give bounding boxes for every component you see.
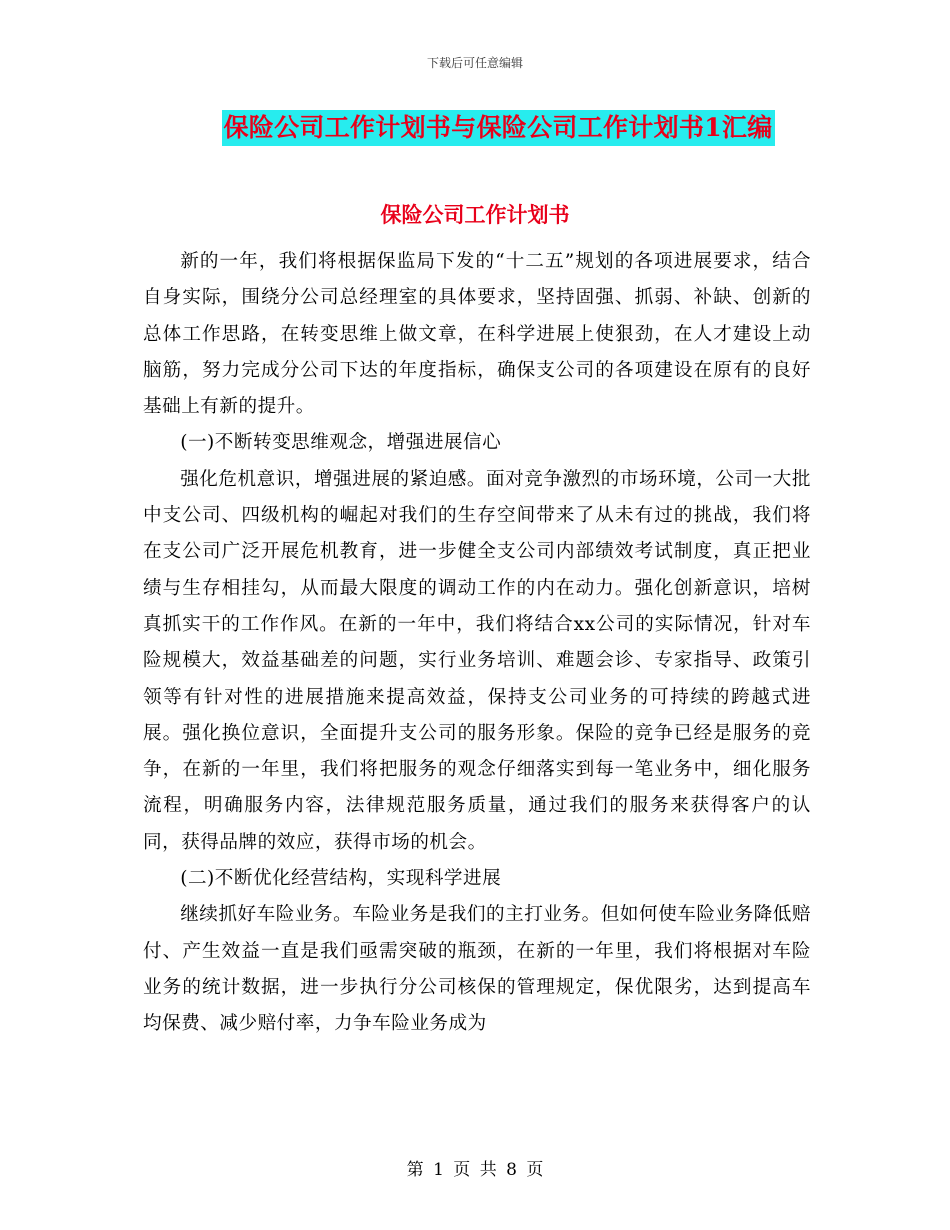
body-paragraph: 继续抓好车险业务。车险业务是我们的主打业务。但如何使车险业务降低赔付、产生效益一直是我们亟需突破的瓶颈，在新的一年里，我们将根据对车险业务的统计数据，进一步执行分公司核保的管理规定，保优限劣，达到提高车均保费、减少赔付率，力争车险业务成为 [143,904,811,1035]
section-title: 保险公司工作计划书 [380,202,570,227]
page-number: 第 1 页 共 8 页 [406,1160,544,1180]
body-paragraph: 强化危机意识，增强进展的紧迫感。面对竞争激烈的市场环境，公司一大批中支公司、四级机构的崛起对我们的生存空间带来了从未有过的挑战，我们将在支公司广泛开展危机教育，进一步健全支公司内部绩效考试制度，真正把业绩与生存相挂勾，从而最大限度的调动工作的内在动力。强化创新意识，培树真抓实干的工作作风。在新的一年中，我们将结合xx公司的实际情况，针对车险规模大，效益基础差的问题，实行业务培训、难题会诊、专家指导、政策引领等有针对性的进展措施来提高效益，保持支公司业务的可持续的跨越式进展。强化换位意识，全面提升支公司的服务形象。保险的竞争已经是服务的竞争，在新的一年里，我们将把服务的观念仔细落实到每一笔业务中，细化服务流程，明确服务内容，法律规范服务质量，通过我们的服务来获得客户的认同，获得品牌的效应，获得市场的机会。 [143,468,811,853]
document-title: 保险公司工作计划书与保险公司工作计划书1汇编 [222,110,775,146]
subsection-heading: (一)不断转变思维观念，增强进展信心 [180,432,502,454]
page-header-note: 下载后可任意编辑 [426,56,523,70]
document-body [143,244,811,1043]
body-paragraph: 新的一年，我们将根据保监局下发的“十二五”规划的各项进展要求，结合自身实际，围绕分公司总经理室的具体要求，坚持固强、抓弱、补缺、创新的总体工作思路，在转变思维上做文章，在科学进展上使狠劲，在人才建设上动脑筋，努力完成分公司下达的年度指标，确保支公司的各项建设在原有的良好基础上有新的提升。 [143,251,811,418]
document-title-wrap [0,110,950,146]
subsection-heading: (二)不断优化经营结构，实现科学进展 [180,868,502,890]
